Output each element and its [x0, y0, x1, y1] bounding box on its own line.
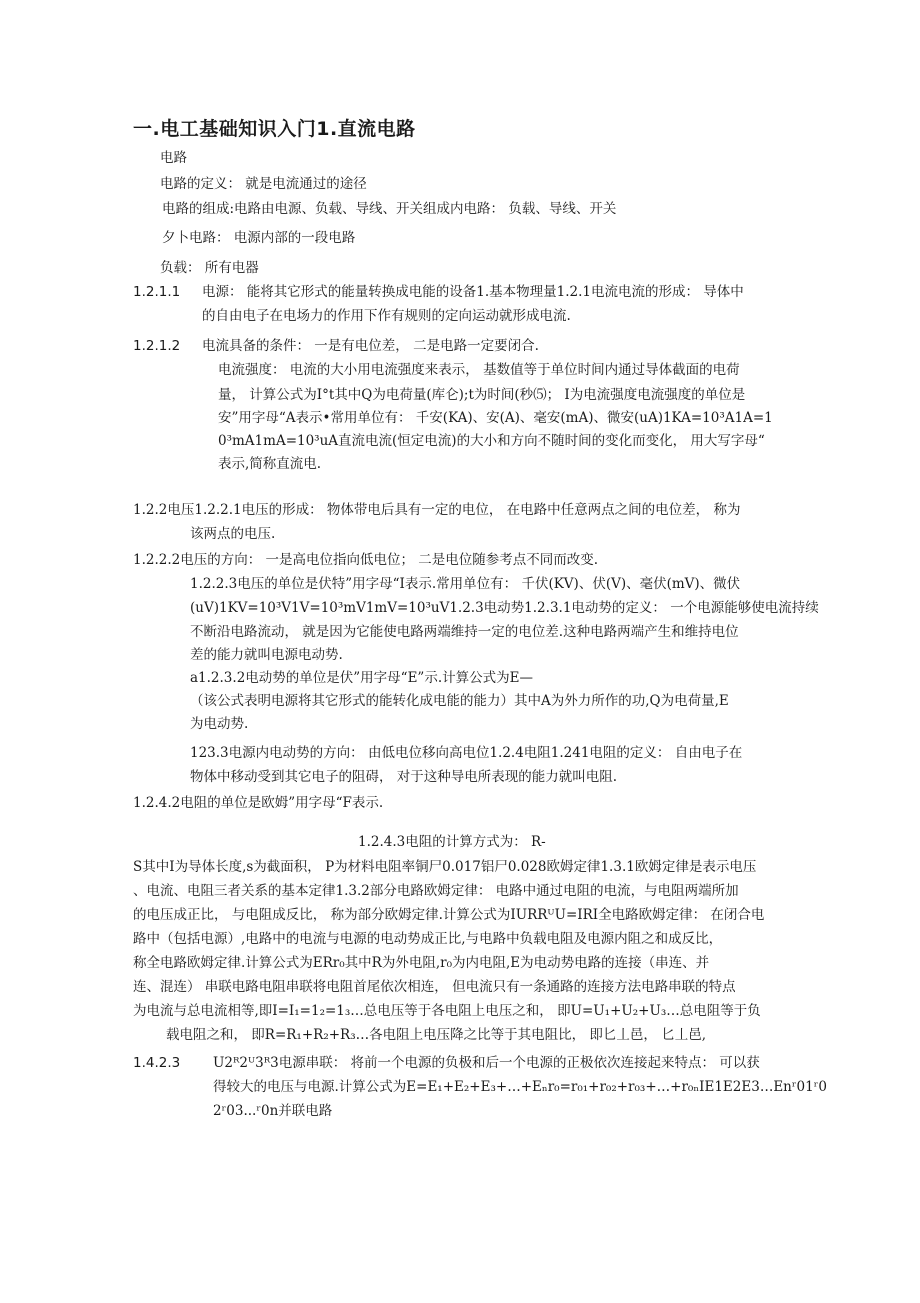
text-line: 1.2.4.3电阻的计算方式为： R-	[358, 834, 546, 850]
text-line: （该公式表明电源将其它形式的能转化成电能的能力）其中A为外力所作的功,Q为电荷量,E	[190, 693, 729, 709]
text-line: 电流强度： 电流的大小用电流强度来表示， 基数值等于单位时间内通过导体截面的电荷	[218, 362, 740, 378]
text-line: 的自由电子在电场力的作用下作有规则的定向运动就形成电流.	[202, 308, 571, 324]
text-line: 1.2.2电压1.2.2.1电压的形成： 物体带电后具有一定的电位， 在电路中任意两点之间的电位差， 称为	[133, 502, 741, 518]
text-line: 夕卜电路： 电源内部的一段电路	[162, 230, 356, 246]
section-number: 1.2.1.2	[133, 338, 181, 354]
page-title: 一.电工基础知识入门1.直流电路	[133, 118, 416, 140]
text-line: 不断沿电路流动， 就是因为它能使电路两端维持一定的电位差.这种电路两端产生和维持电位	[190, 624, 739, 640]
text-line: 称全电路欧姆定律.计算公式为ERr₀其中R为外电阻,r₀为内电阻,E为电动势电路的连接（串连、并	[133, 955, 710, 971]
text-line: 安”用字母“A表示•常用单位有： 千安(KA)、安(A)、毫安(mA)、微安(uA)1KA=10³A1A=1	[218, 410, 773, 426]
text-line: 物体中移动受到其它电子的阻碍， 对于这种导电所表现的能力就叫电阻.	[190, 769, 618, 785]
text-line: 0³mA1mA=10³uA直流电流(恒定电流)的大小和方向不随时间的变化而变化， 用大写字母“	[218, 433, 765, 449]
text-line: 电路的定义： 就是电流通过的途径	[160, 176, 367, 192]
text-line: 电路	[160, 150, 187, 166]
text-line: 电流具备的条件： 一是有电位差， 二是电路一定要闭合.	[202, 338, 539, 354]
text-line: 电路的组成:电路由电源、负载、导线、开关组成内电路： 负载、导线、开关	[162, 201, 617, 217]
text-line: 1.2.2.2电压的方向： 一是高电位指向低电位； 二是电位随参考点不同而改变.	[133, 552, 599, 568]
text-line: 量， 计算公式为I°t其中Q为电荷量(库仑);t为时间(秒⑸； I为电流强度电流强度的单位是	[218, 387, 746, 403]
text-line: 123.3电源内电动势的方向： 由低电位移向高电位1.2.4电阻1.241电阻的定义： 自由电子在	[190, 745, 743, 761]
text-line: 电源： 能将其它形式的能量转换成电能的设备1.基本物理量1.2.1电流电流的形成： 导体中	[202, 284, 744, 300]
text-line: S其中I为导体长度,s为截面积， P为材料电阻率铜尸0.017铝尸0.028欧姆定律1.3.1欧姆定律是表示电压	[133, 859, 757, 875]
text-line: 该两点的电压.	[190, 526, 276, 542]
text-line: (uV)1KV=10³V1V=10³mV1mV=10³uV1.2.3电动势1.2.3.1电动势的定义： 一个电源能够使电流持续	[190, 600, 819, 616]
text-line: 1.2.2.3电压的单位是伏特”用字母“I表示.常用单位有： 千伏(KV)、伏(V)、毫伏(mV)、微伏	[190, 576, 741, 592]
text-line: 路中（包括电源）,电路中的电流与电源的电动势成正比,与电路中负载电阻及电源内阻之和成反比，	[133, 931, 723, 947]
text-line: 2ʳ03...ʳ0n并联电路	[213, 1103, 333, 1119]
section-number: 1.2.1.1	[133, 284, 181, 300]
text-line: 负载： 所有电器	[160, 260, 259, 276]
text-line: a1.2.3.2电动势的单位是伏”用字母“E”示.计算公式为E—	[190, 670, 533, 686]
text-line: 为电流与总电流相等,即I=I₁=1₂=1₃…总电压等于各电阻上电压之和， 即U=U₁+U₂+U₃…总电阻等于负	[133, 1003, 761, 1019]
text-line: U2ᴿ2ᵁ3ᴿ3电源串联： 将前一个电源的负极和后一个电源的正极依次连接起来特点： 可以获	[213, 1055, 760, 1071]
text-line: 得较大的电压与电源.计算公式为E=E₁+E₂+E₃+…+Eₙr₀=r₀₁+r₀₂+r₀₃+…+r₀ₙIE1E2E3…Enʳ01ʳ0	[213, 1079, 828, 1095]
text-line: 连、混连） 串联电路电阻串联将电阻首尾依次相连， 但电流只有一条通路的连接方法电路串联的特点	[133, 979, 736, 995]
text-line: 的电压成正比， 与电阻成反比， 称为部分欧姆定律.计算公式为IURRᵁU=IRI全电路欧姆定律： 在闭合电	[133, 907, 765, 923]
section-number: 1.4.2.3	[133, 1055, 181, 1071]
text-line: 表示,简称直流电.	[218, 456, 322, 472]
text-line: 为电动势.	[190, 716, 249, 732]
text-line: 1.2.4.2电阻的单位是欧姆”用字母“F表示.	[133, 795, 384, 811]
text-line: 载电阻之和， 即R=R₁+R₂+R₃…各电阻上电压降之比等于其电阻比， 即匕丄邑， 匕丄邑,	[166, 1027, 706, 1043]
text-line: 、电流、电阻三者关系的基本定律1.3.2部分电路欧姆定律： 电路中通过电阻的电流，与电阻两端所加	[133, 883, 739, 899]
text-line: 差的能力就叫电源电动势.	[190, 647, 343, 663]
